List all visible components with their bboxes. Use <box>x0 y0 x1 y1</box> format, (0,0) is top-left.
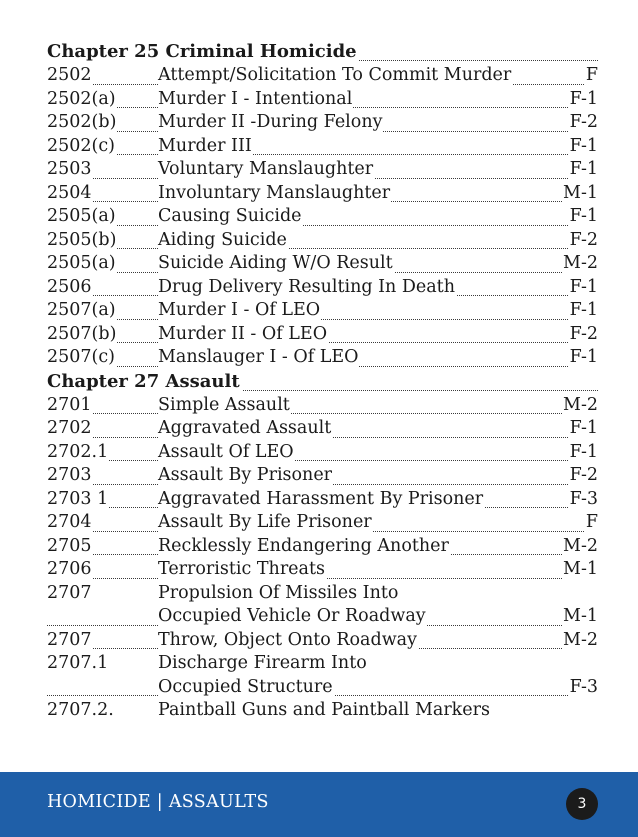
offense-grade: F-1 <box>569 299 598 323</box>
dot-leader <box>47 460 598 461</box>
section-code: 2502(a) <box>47 88 117 112</box>
offense-description: Assault By Life Prisoner <box>158 511 373 535</box>
offense-grade: F-1 <box>569 346 598 370</box>
offense-description: Murder II -During Felony <box>158 111 383 135</box>
section-code: 2502 <box>47 64 93 88</box>
offense-description: Throw, Object Onto Roadway <box>158 629 418 653</box>
chapter-title: Chapter 27 Assault <box>47 370 240 392</box>
section-code: 2707 <box>47 629 93 653</box>
section-code: 2706 <box>47 558 93 582</box>
chapter-heading <box>47 40 598 64</box>
offense-description: Occupied Structure <box>158 676 334 700</box>
statute-row <box>47 676 598 700</box>
section-code: 2505(a) <box>47 205 117 229</box>
statute-row <box>47 299 598 323</box>
statute-row <box>47 182 598 206</box>
statute-row <box>47 205 598 229</box>
offense-description: Attempt/Solicitation To Commit Murder <box>158 64 512 88</box>
dot-leader <box>47 319 598 320</box>
offense-grade: F <box>585 64 598 88</box>
offense-description: Discharge Firearm Into <box>158 652 368 676</box>
section-code: 2503 <box>47 158 93 182</box>
offense-description: Suicide Aiding W/O Result <box>158 252 394 276</box>
section-code: 2504 <box>47 182 93 206</box>
offense-grade: F-2 <box>569 111 598 135</box>
offense-description: Terroristic Threats <box>158 558 326 582</box>
statute-index <box>47 40 598 723</box>
statute-row <box>47 158 598 182</box>
statute-row <box>47 111 598 135</box>
offense-grade: F-1 <box>569 158 598 182</box>
section-code: 2701 <box>47 394 93 418</box>
offense-grade: F-1 <box>569 88 598 112</box>
offense-description: Assault By Prisoner <box>158 464 333 488</box>
section-code: 2702 <box>47 417 93 441</box>
dot-leader <box>47 225 598 226</box>
offense-description: Paintball Guns and Paintball Markers <box>158 699 491 723</box>
offense-grade: F-1 <box>569 417 598 441</box>
chapter-title: Chapter 25 Criminal Homicide <box>47 41 357 62</box>
statute-row <box>47 417 598 441</box>
offense-description: Aggravated Assault <box>158 417 332 441</box>
offense-description: Murder I - Of LEO <box>158 299 321 323</box>
footer-section-title: HOMICIDE | ASSAULTS <box>47 792 269 812</box>
dot-leader <box>47 248 598 249</box>
offense-grade: F-1 <box>569 276 598 300</box>
offense-description: Manslauger I - Of LEO <box>158 346 359 370</box>
section-code: 2707.1 <box>47 652 109 676</box>
statute-row <box>47 394 598 418</box>
section-code: 2505(b) <box>47 229 117 253</box>
statute-row <box>47 699 598 723</box>
offense-description: Simple Assault <box>158 394 291 418</box>
statute-row <box>47 64 598 88</box>
statute-row <box>47 535 598 559</box>
offense-grade: F-2 <box>569 229 598 253</box>
dot-leader <box>47 413 598 414</box>
section-code: 2507(a) <box>47 299 117 323</box>
offense-description: Murder III <box>158 135 253 159</box>
offense-description: Murder I - Intentional <box>158 88 353 112</box>
offense-grade: M-1 <box>562 182 598 206</box>
page-number-badge: 3 <box>566 788 598 820</box>
offense-grade: M-2 <box>562 629 598 653</box>
statute-row <box>47 629 598 653</box>
offense-grade: M-1 <box>562 558 598 582</box>
section-code: 2707 <box>47 582 93 606</box>
offense-description: Involuntary Manslaughter <box>158 182 391 206</box>
offense-description: Murder II - Of LEO <box>158 323 328 347</box>
section-code: 2703 1 <box>47 488 109 512</box>
section-code: 2505(a) <box>47 252 117 276</box>
section-code: 2703 <box>47 464 93 488</box>
statute-row <box>47 558 598 582</box>
offense-grade: M-2 <box>562 535 598 559</box>
offense-description: Aiding Suicide <box>158 229 288 253</box>
statute-row <box>47 652 598 676</box>
offense-grade: M-1 <box>562 605 598 629</box>
offense-description: Voluntary Manslaughter <box>158 158 374 182</box>
section-code: 2506 <box>47 276 93 300</box>
offense-description: Assault Of LEO <box>158 441 295 465</box>
statute-row <box>47 323 598 347</box>
offense-grade: F-2 <box>569 323 598 347</box>
offense-grade: F-1 <box>569 441 598 465</box>
statute-row <box>47 276 598 300</box>
chapter-heading <box>47 370 598 394</box>
offense-description: Causing Suicide <box>158 205 303 229</box>
offense-description: Drug Delivery Resulting In Death <box>158 276 456 300</box>
offense-grade: F <box>585 511 598 535</box>
section-code: 2707.2. <box>47 699 115 723</box>
statute-row <box>47 88 598 112</box>
offense-description: Recklessly Endangering Another <box>158 535 450 559</box>
statute-row <box>47 441 598 465</box>
offense-description: Propulsion Of Missiles Into <box>158 582 399 606</box>
section-code: 2507(c) <box>47 346 116 370</box>
offense-description: Aggravated Harassment By Prisoner <box>158 488 484 512</box>
offense-grade: M-2 <box>562 394 598 418</box>
statute-row <box>47 252 598 276</box>
statute-row <box>47 135 598 159</box>
section-code: 2507(b) <box>47 323 117 347</box>
dot-leader <box>47 154 598 155</box>
section-code: 2704 <box>47 511 93 535</box>
statute-row <box>47 464 598 488</box>
statute-row <box>47 488 598 512</box>
offense-grade: F-2 <box>569 464 598 488</box>
statute-row <box>47 229 598 253</box>
offense-grade: F-3 <box>569 488 598 512</box>
section-code: 2702.1 <box>47 441 109 465</box>
section-code: 2502(b) <box>47 111 117 135</box>
offense-grade: F-3 <box>569 676 598 700</box>
statute-row <box>47 346 598 370</box>
section-code: 2502(c) <box>47 135 116 159</box>
offense-grade: F-1 <box>569 135 598 159</box>
statute-row <box>47 511 598 535</box>
offense-grade: F-1 <box>569 205 598 229</box>
statute-row <box>47 582 598 606</box>
section-code: 2705 <box>47 535 93 559</box>
statute-row <box>47 605 598 629</box>
offense-grade: M-2 <box>562 252 598 276</box>
offense-description: Occupied Vehicle Or Roadway <box>158 605 427 629</box>
page-footer <box>0 772 638 837</box>
